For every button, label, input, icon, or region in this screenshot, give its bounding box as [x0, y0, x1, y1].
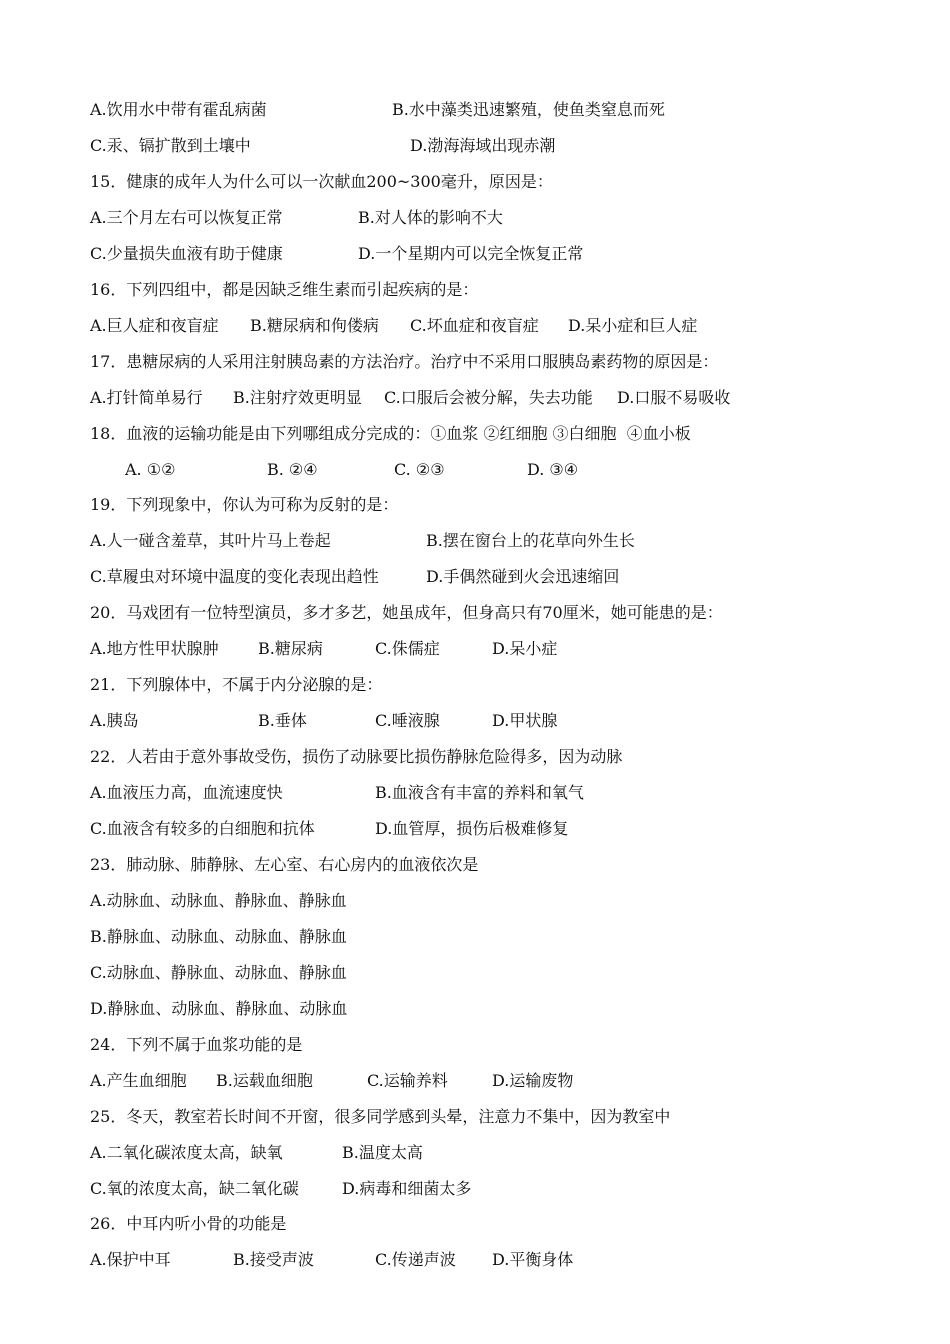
- answer-option: D.静脉血、动脉血、静脉血、动脉血: [90, 999, 348, 1018]
- question-stem: 18．血液的运输功能是由下列哪组成分完成的：①血浆 ②红细胞 ③白细胞 ④血小板: [90, 424, 691, 443]
- answer-option: B. ②④: [267, 460, 318, 479]
- answer-option: A.巨人症和夜盲症: [90, 316, 219, 335]
- answer-option: D.血管厚，损伤后极难修复: [375, 819, 569, 838]
- answer-option: C.汞、镉扩散到土壤中: [90, 136, 251, 155]
- answer-option: C.少量损失血液有助于健康: [90, 244, 283, 263]
- answer-option: B.血液含有丰富的养料和氧气: [375, 783, 584, 802]
- answer-option: A. ①②: [125, 460, 176, 479]
- answer-option: C. ②③: [394, 460, 445, 479]
- answer-option: B.水中藻类迅速繁殖，使鱼类窒息而死: [392, 100, 665, 119]
- answer-option: B.接受声波: [233, 1250, 314, 1269]
- answer-option: C.口服后会被分解，失去功能: [384, 388, 593, 407]
- answer-option: C.动脉血、静脉血、动脉血、静脉血: [90, 963, 347, 982]
- question-stem: 15．健康的成年人为什么可以一次献血200~300毫升，原因是：: [90, 172, 553, 191]
- answer-option: A.饮用水中带有霍乱病菌: [90, 100, 267, 119]
- answer-option: A.产生血细胞: [90, 1071, 187, 1090]
- question-stem: 23．肺动脉、肺静脉、左心室、右心房内的血液依次是: [90, 855, 479, 874]
- answer-option: B.对人体的影响不大: [358, 208, 503, 227]
- answer-option: D.一个星期内可以完全恢复正常: [358, 244, 584, 263]
- question-stem: 21．下列腺体中，不属于内分泌腺的是：: [90, 675, 383, 694]
- question-stem: 22．人若由于意外事故受伤，损伤了动脉要比损伤静脉危险得多，因为动脉: [90, 747, 623, 766]
- answer-option: C.氧的浓度太高，缺二氧化碳: [90, 1179, 299, 1198]
- answer-option: B.糖尿病: [258, 639, 323, 658]
- answer-option: D.呆小症: [492, 639, 558, 658]
- answer-option: D.病毒和细菌太多: [342, 1179, 472, 1198]
- answer-option: A.血液压力高，血流速度快: [90, 783, 283, 802]
- answer-option: A.三个月左右可以恢复正常: [90, 208, 283, 227]
- answer-option: A.胰岛: [90, 711, 139, 730]
- answer-option: A.人一碰含羞草，其叶片马上卷起: [90, 531, 331, 550]
- question-stem: 20．马戏团有一位特型演员，多才多艺，她虽成年，但身高只有70厘米，她可能患的是：: [90, 603, 723, 622]
- answer-option: D.运输废物: [492, 1071, 574, 1090]
- answer-option: B.糖尿病和佝偻病: [250, 316, 379, 335]
- answer-option: B.温度太高: [342, 1143, 423, 1162]
- answer-option: B.注射疗效更明显: [233, 388, 362, 407]
- answer-option: C.唾液腺: [375, 711, 440, 730]
- question-stem: 25．冬天，教室若长时间不开窗，很多同学感到头晕，注意力不集中，因为教室中: [90, 1107, 671, 1126]
- answer-option: A.二氧化碳浓度太高，缺氧: [90, 1143, 283, 1162]
- answer-option: C.运输养料: [367, 1071, 448, 1090]
- answer-option: B.垂体: [258, 711, 307, 730]
- answer-option: C.血液含有较多的白细胞和抗体: [90, 819, 315, 838]
- answer-option: D.口服不易吸收: [617, 388, 731, 407]
- answer-option: D.渤海海域出现赤潮: [410, 136, 556, 155]
- question-stem: 24．下列不属于血浆功能的是: [90, 1035, 303, 1054]
- answer-option: B.静脉血、动脉血、动脉血、静脉血: [90, 927, 347, 946]
- answer-option: D.呆小症和巨人症: [568, 316, 698, 335]
- question-stem: 16．下列四组中，都是因缺乏维生素而引起疾病的是：: [90, 280, 479, 299]
- answer-option: B.摆在窗台上的花草向外生长: [426, 531, 635, 550]
- answer-option: D. ③④: [527, 460, 579, 479]
- question-stem: 17．患糖尿病的人采用注射胰岛素的方法治疗。治疗中不采用口服胰岛素药物的原因是：: [90, 352, 719, 371]
- answer-option: C.草履虫对环境中温度的变化表现出趋性: [90, 567, 379, 586]
- answer-option: A.地方性甲状腺肿: [90, 639, 219, 658]
- answer-option: D.甲状腺: [492, 711, 558, 730]
- question-stem: 19．下列现象中，你认为可称为反射的是：: [90, 495, 399, 514]
- answer-option: D.平衡身体: [492, 1250, 574, 1269]
- answer-option: C.侏儒症: [375, 639, 440, 658]
- answer-option: D.手偶然碰到火会迅速缩回: [426, 567, 620, 586]
- answer-option: C.坏血症和夜盲症: [410, 316, 539, 335]
- question-stem: 26．中耳内听小骨的功能是: [90, 1214, 287, 1233]
- answer-option: C.传递声波: [375, 1250, 456, 1269]
- answer-option: A.保护中耳: [90, 1250, 171, 1269]
- answer-option: B.运载血细胞: [216, 1071, 313, 1090]
- answer-option: A.动脉血、动脉血、静脉血、静脉血: [90, 891, 347, 910]
- answer-option: A.打针简单易行: [90, 388, 203, 407]
